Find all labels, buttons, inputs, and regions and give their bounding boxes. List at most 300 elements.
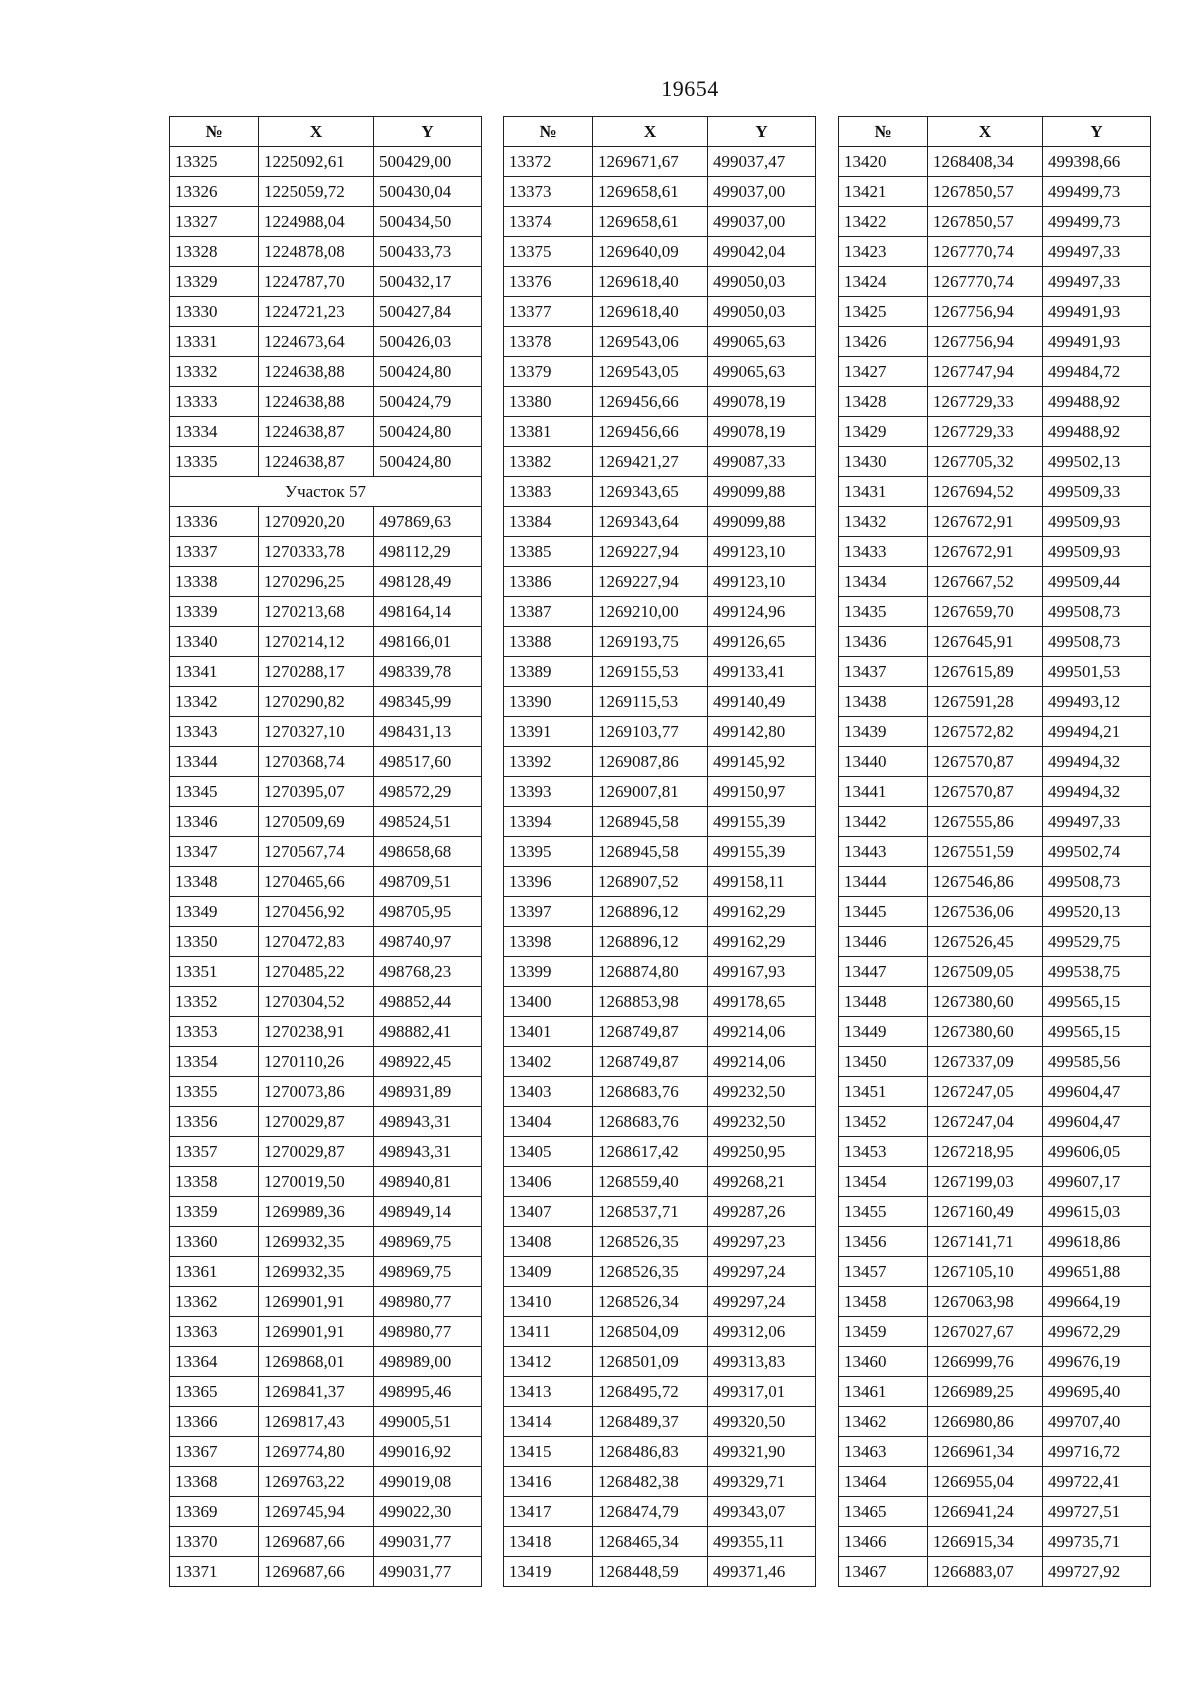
table-row xyxy=(504,1017,816,1047)
column-header-number: № xyxy=(504,117,593,147)
table-row xyxy=(504,1227,816,1257)
table-row xyxy=(170,1437,482,1467)
x-coordinate-cell: 1267645,91 xyxy=(928,627,1043,657)
table-row xyxy=(504,597,816,627)
column-header-x: X xyxy=(928,117,1043,147)
y-coordinate-cell: 499099,88 xyxy=(708,477,816,507)
point-number-cell: 13336 xyxy=(170,507,259,537)
y-coordinate-cell: 499529,75 xyxy=(1043,927,1151,957)
y-coordinate-cell: 499493,12 xyxy=(1043,687,1151,717)
x-coordinate-cell: 1270296,25 xyxy=(259,567,374,597)
x-coordinate-cell: 1268749,87 xyxy=(593,1017,708,1047)
y-coordinate-cell: 498980,77 xyxy=(374,1317,482,1347)
x-coordinate-cell: 1266961,34 xyxy=(928,1437,1043,1467)
point-number-cell: 13412 xyxy=(504,1347,593,1377)
table-row xyxy=(839,537,1151,567)
table-row xyxy=(504,747,816,777)
x-coordinate-cell: 1267141,71 xyxy=(928,1227,1043,1257)
y-coordinate-cell: 499297,24 xyxy=(708,1287,816,1317)
y-coordinate-cell: 499031,77 xyxy=(374,1557,482,1587)
table-row xyxy=(170,627,482,657)
table-row xyxy=(839,1167,1151,1197)
point-number-cell: 13348 xyxy=(170,867,259,897)
x-coordinate-cell: 1224878,08 xyxy=(259,237,374,267)
table-row xyxy=(839,267,1151,297)
y-coordinate-cell: 500432,17 xyxy=(374,267,482,297)
x-coordinate-cell: 1268504,09 xyxy=(593,1317,708,1347)
point-number-cell: 13341 xyxy=(170,657,259,687)
x-coordinate-cell: 1268537,71 xyxy=(593,1197,708,1227)
x-coordinate-cell: 1269618,40 xyxy=(593,267,708,297)
y-coordinate-cell: 499019,08 xyxy=(374,1467,482,1497)
x-coordinate-cell: 1269640,09 xyxy=(593,237,708,267)
table-row xyxy=(170,897,482,927)
table-body xyxy=(504,147,816,1587)
x-coordinate-cell: 1267615,89 xyxy=(928,657,1043,687)
point-number-cell: 13355 xyxy=(170,1077,259,1107)
y-coordinate-cell: 499585,56 xyxy=(1043,1047,1151,1077)
table-row xyxy=(504,327,816,357)
point-number-cell: 13461 xyxy=(839,1377,928,1407)
point-number-cell: 13406 xyxy=(504,1167,593,1197)
table-row xyxy=(170,1167,482,1197)
point-number-cell: 13422 xyxy=(839,207,928,237)
point-number-cell: 13426 xyxy=(839,327,928,357)
table-row xyxy=(504,717,816,747)
point-number-cell: 13399 xyxy=(504,957,593,987)
x-coordinate-cell: 1266955,04 xyxy=(928,1467,1043,1497)
y-coordinate-cell: 499509,44 xyxy=(1043,567,1151,597)
point-number-cell: 13437 xyxy=(839,657,928,687)
y-coordinate-cell: 499037,00 xyxy=(708,207,816,237)
x-coordinate-cell: 1267160,49 xyxy=(928,1197,1043,1227)
point-number-cell: 13464 xyxy=(839,1467,928,1497)
x-coordinate-cell: 1268896,12 xyxy=(593,897,708,927)
point-number-cell: 13421 xyxy=(839,177,928,207)
y-coordinate-cell: 498572,29 xyxy=(374,777,482,807)
x-coordinate-cell: 1270214,12 xyxy=(259,627,374,657)
x-coordinate-cell: 1267572,82 xyxy=(928,717,1043,747)
y-coordinate-cell: 499491,93 xyxy=(1043,297,1151,327)
table-row xyxy=(839,207,1151,237)
x-coordinate-cell: 1224638,88 xyxy=(259,357,374,387)
point-number-cell: 13433 xyxy=(839,537,928,567)
y-coordinate-cell: 499508,73 xyxy=(1043,867,1151,897)
point-number-cell: 13402 xyxy=(504,1047,593,1077)
table-row xyxy=(170,1557,482,1587)
x-coordinate-cell: 1270327,10 xyxy=(259,717,374,747)
table-row xyxy=(839,657,1151,687)
x-coordinate-cell: 1267509,05 xyxy=(928,957,1043,987)
point-number-cell: 13400 xyxy=(504,987,593,1017)
point-number-cell: 13414 xyxy=(504,1407,593,1437)
x-coordinate-cell: 1225059,72 xyxy=(259,177,374,207)
table-row xyxy=(839,687,1151,717)
table-row xyxy=(839,447,1151,477)
table-row xyxy=(170,237,482,267)
x-coordinate-cell: 1268559,40 xyxy=(593,1167,708,1197)
y-coordinate-cell: 499078,19 xyxy=(708,387,816,417)
coordinates-table-right xyxy=(838,116,1151,1587)
point-number-cell: 13405 xyxy=(504,1137,593,1167)
y-coordinate-cell: 499126,65 xyxy=(708,627,816,657)
table-row xyxy=(170,597,482,627)
x-coordinate-cell: 1266989,25 xyxy=(928,1377,1043,1407)
table-row xyxy=(839,957,1151,987)
y-coordinate-cell: 499672,29 xyxy=(1043,1317,1151,1347)
point-number-cell: 13392 xyxy=(504,747,593,777)
x-coordinate-cell: 1267555,86 xyxy=(928,807,1043,837)
x-coordinate-cell: 1270368,74 xyxy=(259,747,374,777)
x-coordinate-cell: 1267218,95 xyxy=(928,1137,1043,1167)
y-coordinate-cell: 499150,97 xyxy=(708,777,816,807)
point-number-cell: 13390 xyxy=(504,687,593,717)
y-coordinate-cell: 499099,88 xyxy=(708,507,816,537)
point-number-cell: 13332 xyxy=(170,357,259,387)
table-row xyxy=(839,1017,1151,1047)
x-coordinate-cell: 1270509,69 xyxy=(259,807,374,837)
point-number-cell: 13368 xyxy=(170,1467,259,1497)
table-row xyxy=(504,1437,816,1467)
table-row xyxy=(170,1527,482,1557)
y-coordinate-cell: 499735,71 xyxy=(1043,1527,1151,1557)
x-coordinate-cell: 1224638,87 xyxy=(259,417,374,447)
table-row xyxy=(504,807,816,837)
table-row xyxy=(504,1317,816,1347)
point-number-cell: 13451 xyxy=(839,1077,928,1107)
point-number-cell: 13397 xyxy=(504,897,593,927)
table-row xyxy=(839,837,1151,867)
y-coordinate-cell: 499050,03 xyxy=(708,267,816,297)
x-coordinate-cell: 1270213,68 xyxy=(259,597,374,627)
y-coordinate-cell: 499494,32 xyxy=(1043,777,1151,807)
y-coordinate-cell: 499651,88 xyxy=(1043,1257,1151,1287)
y-coordinate-cell: 499508,73 xyxy=(1043,627,1151,657)
point-number-cell: 13370 xyxy=(170,1527,259,1557)
y-coordinate-cell: 499142,80 xyxy=(708,717,816,747)
y-coordinate-cell: 499162,29 xyxy=(708,927,816,957)
table-row xyxy=(839,987,1151,1017)
y-coordinate-cell: 499604,47 xyxy=(1043,1077,1151,1107)
y-coordinate-cell: 499565,15 xyxy=(1043,1017,1151,1047)
x-coordinate-cell: 1269227,94 xyxy=(593,567,708,597)
point-number-cell: 13431 xyxy=(839,477,928,507)
x-coordinate-cell: 1267770,74 xyxy=(928,237,1043,267)
table-row xyxy=(504,1347,816,1377)
point-number-cell: 13334 xyxy=(170,417,259,447)
x-coordinate-cell: 1267105,10 xyxy=(928,1257,1043,1287)
y-coordinate-cell: 498524,51 xyxy=(374,807,482,837)
table-row xyxy=(170,747,482,777)
x-coordinate-cell: 1268896,12 xyxy=(593,927,708,957)
x-coordinate-cell: 1270238,91 xyxy=(259,1017,374,1047)
table-row xyxy=(504,1377,816,1407)
x-coordinate-cell: 1269087,86 xyxy=(593,747,708,777)
y-coordinate-cell: 498740,97 xyxy=(374,927,482,957)
table-row xyxy=(839,507,1151,537)
y-coordinate-cell: 498969,75 xyxy=(374,1227,482,1257)
y-coordinate-cell: 498922,45 xyxy=(374,1047,482,1077)
y-coordinate-cell: 498949,14 xyxy=(374,1197,482,1227)
table-row xyxy=(170,537,482,567)
y-coordinate-cell: 498517,60 xyxy=(374,747,482,777)
point-number-cell: 13450 xyxy=(839,1047,928,1077)
y-coordinate-cell: 500426,03 xyxy=(374,327,482,357)
y-coordinate-cell: 499509,33 xyxy=(1043,477,1151,507)
table-row xyxy=(839,1227,1151,1257)
x-coordinate-cell: 1269227,94 xyxy=(593,537,708,567)
y-coordinate-cell: 498768,23 xyxy=(374,957,482,987)
table-row xyxy=(839,1377,1151,1407)
table-row xyxy=(170,507,482,537)
y-coordinate-cell: 499488,92 xyxy=(1043,387,1151,417)
x-coordinate-cell: 1267027,67 xyxy=(928,1317,1043,1347)
table-row xyxy=(170,867,482,897)
y-coordinate-cell: 500424,80 xyxy=(374,357,482,387)
point-number-cell: 13383 xyxy=(504,477,593,507)
point-number-cell: 13409 xyxy=(504,1257,593,1287)
table-row xyxy=(839,1467,1151,1497)
point-number-cell: 13367 xyxy=(170,1437,259,1467)
y-coordinate-cell: 499499,73 xyxy=(1043,177,1151,207)
point-number-cell: 13364 xyxy=(170,1347,259,1377)
y-coordinate-cell: 499501,53 xyxy=(1043,657,1151,687)
x-coordinate-cell: 1269543,05 xyxy=(593,357,708,387)
x-coordinate-cell: 1269932,35 xyxy=(259,1257,374,1287)
table-row xyxy=(839,927,1151,957)
coordinates-table-left xyxy=(169,116,482,1587)
y-coordinate-cell: 499722,41 xyxy=(1043,1467,1151,1497)
y-coordinate-cell: 499155,39 xyxy=(708,837,816,867)
x-coordinate-cell: 1266883,07 xyxy=(928,1557,1043,1587)
x-coordinate-cell: 1266941,24 xyxy=(928,1497,1043,1527)
y-coordinate-cell: 500434,50 xyxy=(374,207,482,237)
y-coordinate-cell: 499232,50 xyxy=(708,1107,816,1137)
point-number-cell: 13443 xyxy=(839,837,928,867)
x-coordinate-cell: 1267526,45 xyxy=(928,927,1043,957)
y-coordinate-cell: 500427,84 xyxy=(374,297,482,327)
table-row xyxy=(170,1227,482,1257)
point-number-cell: 13436 xyxy=(839,627,928,657)
table-row xyxy=(839,1077,1151,1107)
point-number-cell: 13327 xyxy=(170,207,259,237)
table-row xyxy=(504,1557,816,1587)
table-header-row xyxy=(839,117,1151,147)
y-coordinate-cell: 499123,10 xyxy=(708,567,816,597)
point-number-cell: 13428 xyxy=(839,387,928,417)
table-row xyxy=(504,177,816,207)
x-coordinate-cell: 1269901,91 xyxy=(259,1317,374,1347)
x-coordinate-cell: 1267380,60 xyxy=(928,1017,1043,1047)
x-coordinate-cell: 1267247,04 xyxy=(928,1107,1043,1137)
table-row xyxy=(504,1257,816,1287)
x-coordinate-cell: 1269763,22 xyxy=(259,1467,374,1497)
table-row xyxy=(839,1047,1151,1077)
x-coordinate-cell: 1268474,79 xyxy=(593,1497,708,1527)
point-number-cell: 13339 xyxy=(170,597,259,627)
point-number-cell: 13388 xyxy=(504,627,593,657)
point-number-cell: 13445 xyxy=(839,897,928,927)
table-row xyxy=(504,357,816,387)
table-row xyxy=(504,627,816,657)
table-row xyxy=(170,1317,482,1347)
point-number-cell: 13439 xyxy=(839,717,928,747)
table-row xyxy=(839,1137,1151,1167)
point-number-cell: 13377 xyxy=(504,297,593,327)
y-coordinate-cell: 499491,93 xyxy=(1043,327,1151,357)
y-coordinate-cell: 499484,72 xyxy=(1043,357,1151,387)
table-row xyxy=(504,1107,816,1137)
y-coordinate-cell: 499497,33 xyxy=(1043,267,1151,297)
y-coordinate-cell: 499497,33 xyxy=(1043,237,1151,267)
table-row xyxy=(839,357,1151,387)
point-number-cell: 13460 xyxy=(839,1347,928,1377)
y-coordinate-cell: 499050,03 xyxy=(708,297,816,327)
table-row xyxy=(170,147,482,177)
y-coordinate-cell: 498164,14 xyxy=(374,597,482,627)
point-number-cell: 13441 xyxy=(839,777,928,807)
point-number-cell: 13420 xyxy=(839,147,928,177)
y-coordinate-cell: 500424,79 xyxy=(374,387,482,417)
x-coordinate-cell: 1270920,20 xyxy=(259,507,374,537)
point-number-cell: 13330 xyxy=(170,297,259,327)
x-coordinate-cell: 1268495,72 xyxy=(593,1377,708,1407)
y-coordinate-cell: 499502,74 xyxy=(1043,837,1151,867)
table-row xyxy=(839,807,1151,837)
x-coordinate-cell: 1269421,27 xyxy=(593,447,708,477)
point-number-cell: 13337 xyxy=(170,537,259,567)
y-coordinate-cell: 498112,29 xyxy=(374,537,482,567)
y-coordinate-cell: 498431,13 xyxy=(374,717,482,747)
point-number-cell: 13366 xyxy=(170,1407,259,1437)
table-row xyxy=(504,507,816,537)
y-coordinate-cell: 499037,47 xyxy=(708,147,816,177)
x-coordinate-cell: 1269841,37 xyxy=(259,1377,374,1407)
point-number-cell: 13442 xyxy=(839,807,928,837)
table-row xyxy=(170,777,482,807)
table-row xyxy=(504,297,816,327)
y-coordinate-cell: 499158,11 xyxy=(708,867,816,897)
table-row xyxy=(170,957,482,987)
x-coordinate-cell: 1269343,65 xyxy=(593,477,708,507)
point-number-cell: 13458 xyxy=(839,1287,928,1317)
x-coordinate-cell: 1267199,03 xyxy=(928,1167,1043,1197)
point-number-cell: 13455 xyxy=(839,1197,928,1227)
y-coordinate-cell: 499343,07 xyxy=(708,1497,816,1527)
x-coordinate-cell: 1267551,59 xyxy=(928,837,1043,867)
point-number-cell: 13384 xyxy=(504,507,593,537)
point-number-cell: 13380 xyxy=(504,387,593,417)
table-row xyxy=(839,237,1151,267)
table-row xyxy=(504,957,816,987)
y-coordinate-cell: 498989,00 xyxy=(374,1347,482,1377)
table-row xyxy=(170,1137,482,1167)
y-coordinate-cell: 499037,00 xyxy=(708,177,816,207)
table-row xyxy=(504,1287,816,1317)
section-title: Участок 57 xyxy=(170,477,482,507)
table-row xyxy=(839,177,1151,207)
table-row xyxy=(504,417,816,447)
table-row xyxy=(170,267,482,297)
x-coordinate-cell: 1268448,59 xyxy=(593,1557,708,1587)
point-number-cell: 13387 xyxy=(504,597,593,627)
point-number-cell: 13335 xyxy=(170,447,259,477)
point-number-cell: 13415 xyxy=(504,1437,593,1467)
table-row xyxy=(170,1467,482,1497)
table-row xyxy=(504,477,816,507)
table-row xyxy=(839,867,1151,897)
y-coordinate-cell: 499398,66 xyxy=(1043,147,1151,177)
table-row xyxy=(839,1527,1151,1557)
table-row xyxy=(839,1437,1151,1467)
y-coordinate-cell: 500433,73 xyxy=(374,237,482,267)
x-coordinate-cell: 1267747,94 xyxy=(928,357,1043,387)
point-number-cell: 13369 xyxy=(170,1497,259,1527)
y-coordinate-cell: 499140,49 xyxy=(708,687,816,717)
point-number-cell: 13351 xyxy=(170,957,259,987)
x-coordinate-cell: 1267063,98 xyxy=(928,1287,1043,1317)
y-coordinate-cell: 497869,63 xyxy=(374,507,482,537)
point-number-cell: 13349 xyxy=(170,897,259,927)
column-header-number: № xyxy=(170,117,259,147)
x-coordinate-cell: 1269658,61 xyxy=(593,177,708,207)
y-coordinate-cell: 498969,75 xyxy=(374,1257,482,1287)
table-row xyxy=(839,417,1151,447)
y-coordinate-cell: 500429,00 xyxy=(374,147,482,177)
section-row xyxy=(170,477,482,507)
point-number-cell: 13376 xyxy=(504,267,593,297)
y-coordinate-cell: 499145,92 xyxy=(708,747,816,777)
table-row xyxy=(170,927,482,957)
point-number-cell: 13346 xyxy=(170,807,259,837)
point-number-cell: 13374 xyxy=(504,207,593,237)
y-coordinate-cell: 499509,93 xyxy=(1043,507,1151,537)
point-number-cell: 13394 xyxy=(504,807,593,837)
x-coordinate-cell: 1269817,43 xyxy=(259,1407,374,1437)
table-row xyxy=(170,297,482,327)
point-number-cell: 13382 xyxy=(504,447,593,477)
x-coordinate-cell: 1269618,40 xyxy=(593,297,708,327)
point-number-cell: 13419 xyxy=(504,1557,593,1587)
x-coordinate-cell: 1268465,34 xyxy=(593,1527,708,1557)
point-number-cell: 13413 xyxy=(504,1377,593,1407)
point-number-cell: 13372 xyxy=(504,147,593,177)
table-row xyxy=(170,1287,482,1317)
point-number-cell: 13424 xyxy=(839,267,928,297)
table-row xyxy=(839,147,1151,177)
point-number-cell: 13454 xyxy=(839,1167,928,1197)
x-coordinate-cell: 1269210,00 xyxy=(593,597,708,627)
x-coordinate-cell: 1269774,80 xyxy=(259,1437,374,1467)
y-coordinate-cell: 499321,90 xyxy=(708,1437,816,1467)
table-row xyxy=(504,987,816,1017)
table-row xyxy=(170,1197,482,1227)
table-row xyxy=(504,1527,816,1557)
x-coordinate-cell: 1270567,74 xyxy=(259,837,374,867)
x-coordinate-cell: 1270110,26 xyxy=(259,1047,374,1077)
x-coordinate-cell: 1224638,88 xyxy=(259,387,374,417)
y-coordinate-cell: 499133,41 xyxy=(708,657,816,687)
point-number-cell: 13425 xyxy=(839,297,928,327)
table-row xyxy=(170,987,482,1017)
y-coordinate-cell: 499508,73 xyxy=(1043,597,1151,627)
x-coordinate-cell: 1269671,67 xyxy=(593,147,708,177)
table-row xyxy=(170,807,482,837)
table-row xyxy=(504,1197,816,1227)
table-row xyxy=(170,687,482,717)
table-row xyxy=(504,207,816,237)
y-coordinate-cell: 499123,10 xyxy=(708,537,816,567)
